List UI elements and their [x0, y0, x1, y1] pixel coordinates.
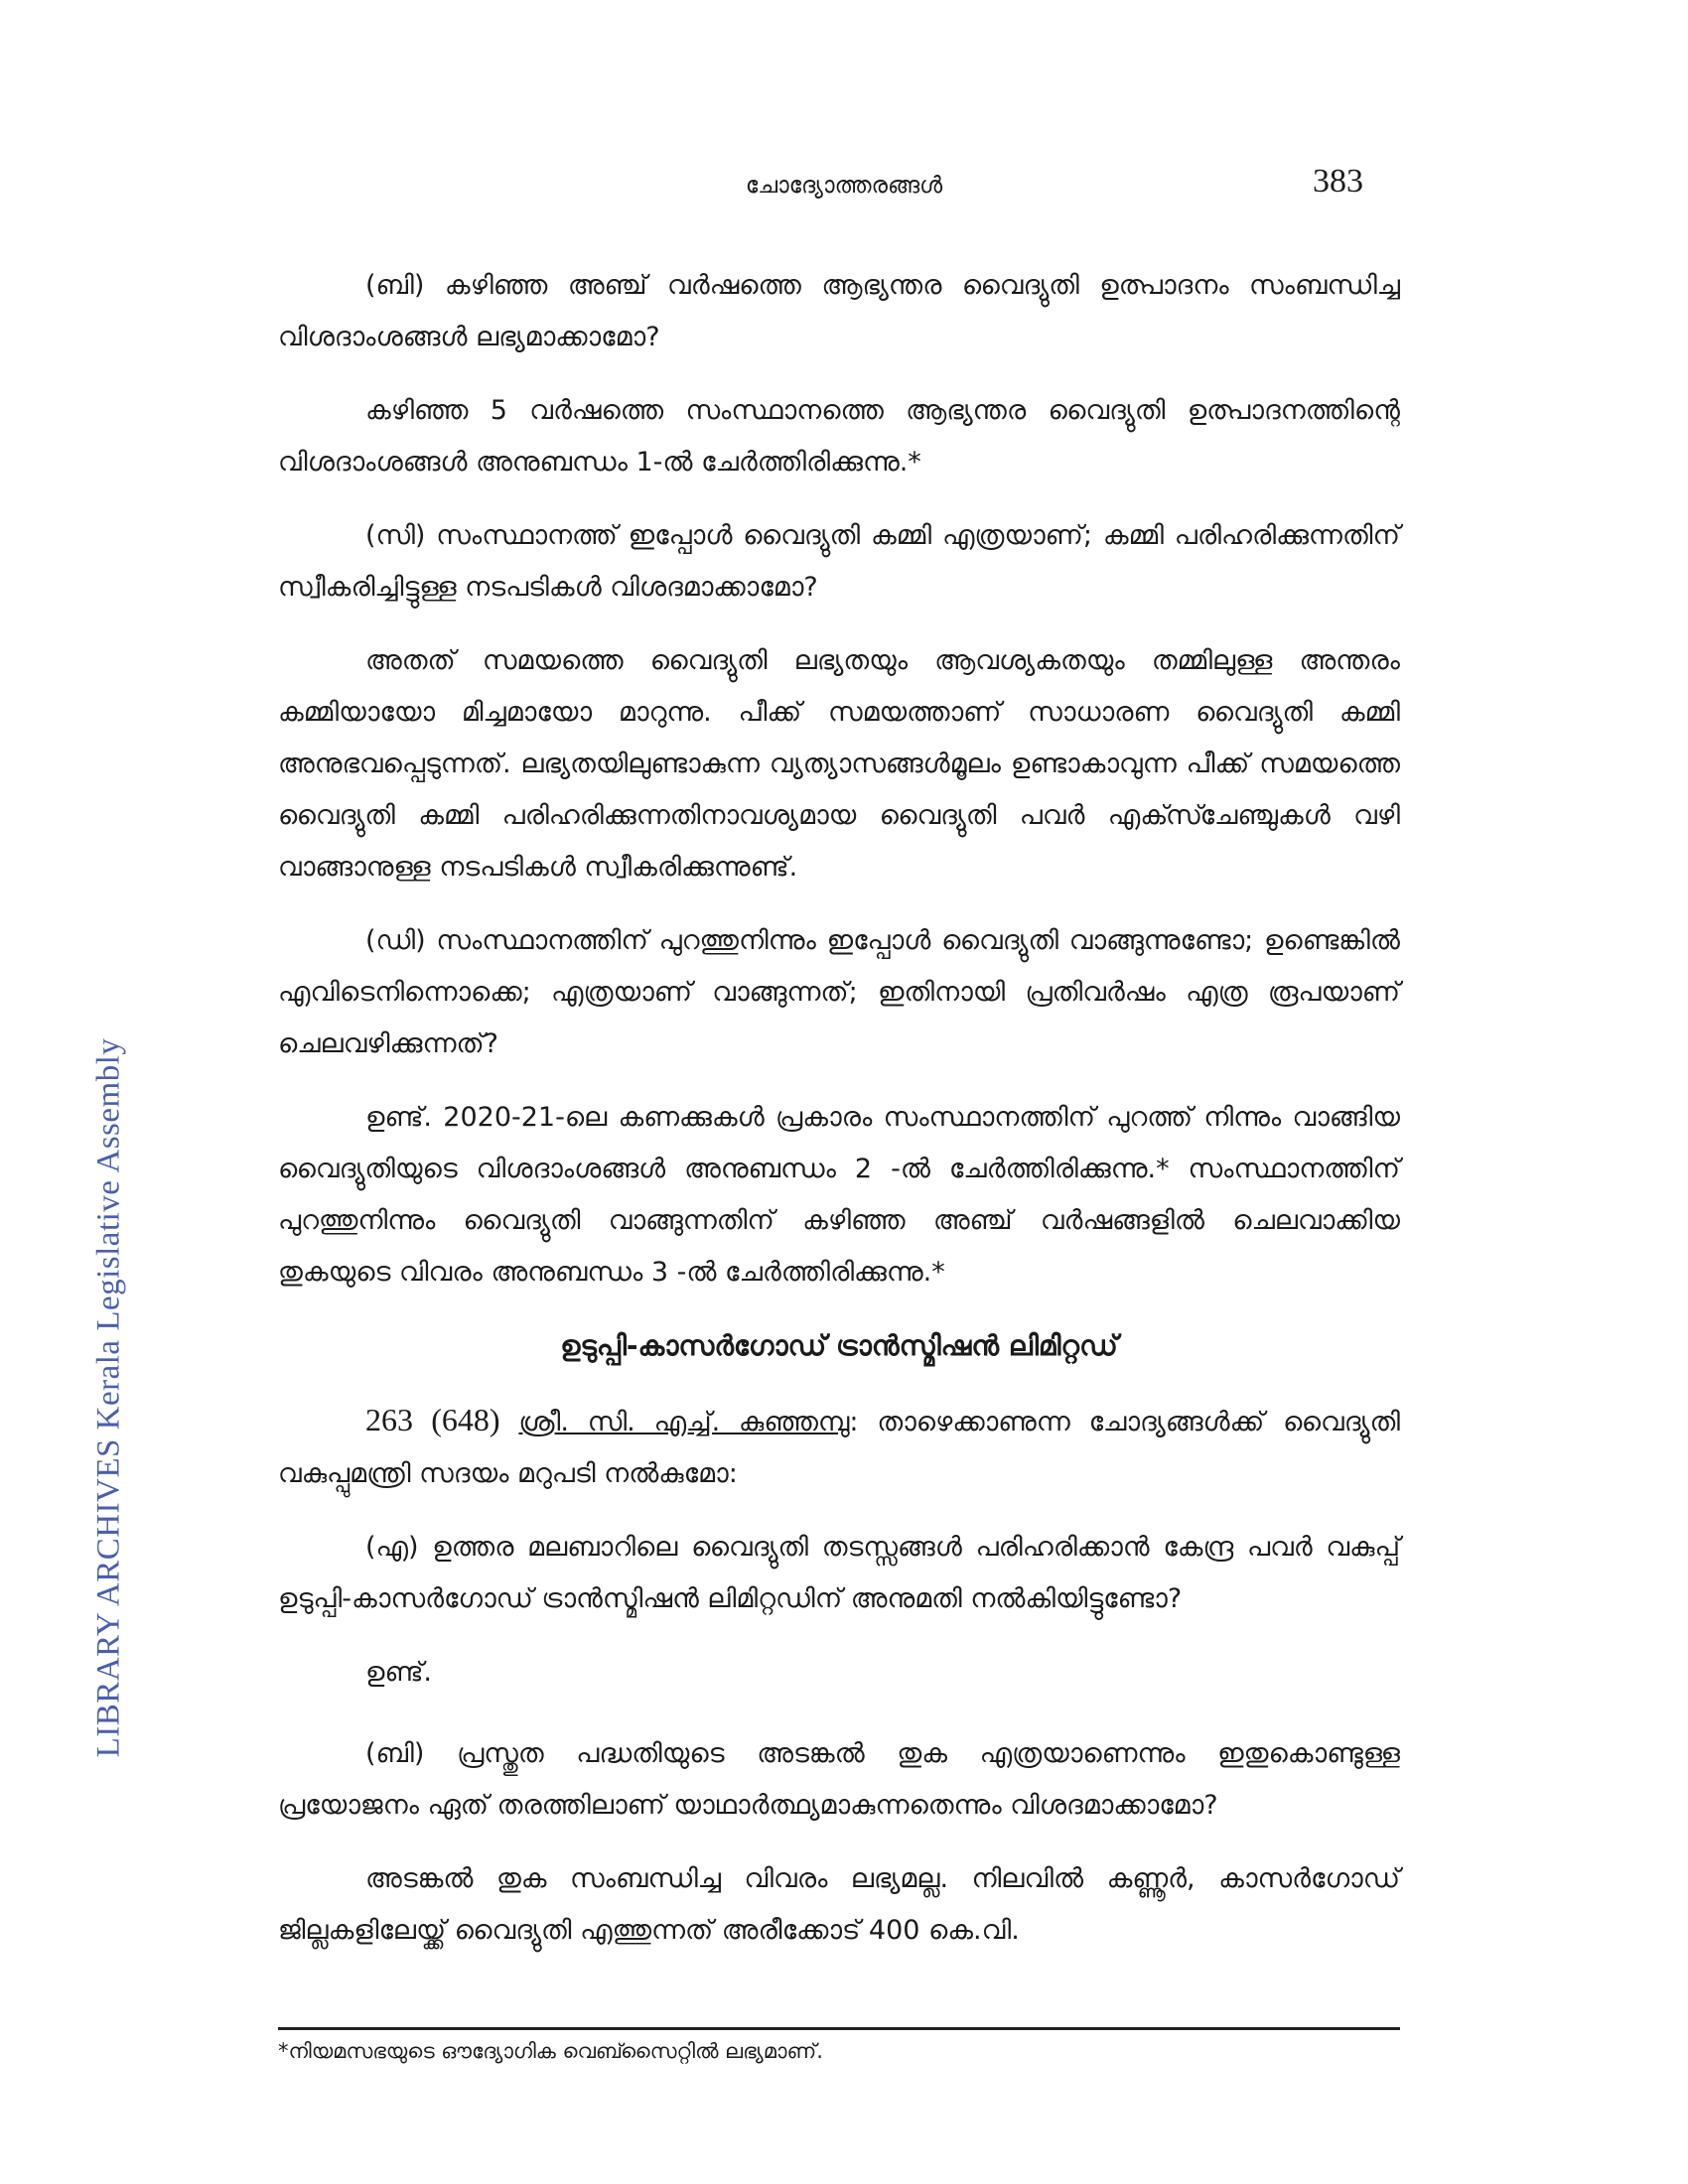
question-number: 263 (648) — [365, 1402, 500, 1437]
question-a-paragraph: (എ) ഉത്തര മലബാറിലെ വൈദ്യുതി തടസ്സങ്ങൾ പരിഹരിക്കാൻ കേന്ദ്ര പവർ വകുപ്പ് ഉടുപ്പി-കാസർഗോഡ് ട്രാൻസ്മിഷൻ ലിമിറ്റഡിന് അനുമതി നൽകിയിട്ടുണ്ടോ? — [278, 1532, 1400, 1614]
question-b2-paragraph: (ബി) പ്രസ്തുത പദ്ധതിയുടെ അടങ്കൽ തുക എത്രയാണെന്നും ഇതുകൊണ്ടുള്ള പ്രയോജനം ഏത് തരത്തിലാണ് യാഥാർത്ഥ്യമാകുന്നതെന്നും വിശദമാക്കാമോ? — [278, 1738, 1400, 1821]
question-b-paragraph: (ബി) കഴിഞ്ഞ അഞ്ച് വർഷത്തെ ആഭ്യന്തര വൈദ്യുതി ഉത്പാദനം സംബന്ധിച്ച വിശദാംശങ്ങൾ ലഭ്യമാക്കാമോ? — [278, 270, 1400, 352]
page-header-title: ചോദ്യോത്തരങ്ങൾ — [745, 173, 943, 199]
question-intro-paragraph — [278, 1394, 1400, 1500]
archive-watermark: LIBRARY ARCHIVES Kerala Legislative Assembly — [90, 1037, 127, 1758]
section-heading: ഉടുപ്പി-കാസർഗോഡ് ട്രാൻസ്മിഷൻ ലിമിറ്റഡ് — [560, 1329, 1118, 1362]
answer-c-paragraph: അതത് സമയത്തെ വൈദ്യുതി ലഭ്യതയും ആവശ്യകതയും തമ്മിലുള്ള അന്തരം കമ്മിയായോ മിച്ചമായോ മാറുന്നു. പീക്ക് സമയത്താണ് സാധാരണ വൈദ്യുതി കമ്മി അനുഭവപ്പെടുന്നത്. ലഭ്യതയിലുണ്ടാകുന്ന വ്യത്യാസങ്ങൾമൂലം ഉണ്ടാകാവുന്ന പീക്ക് സമയത്തെ വൈദ്യുതി കമ്മി പരിഹരിക്കുന്നതിനാവശ്യമായ വൈദ്യുതി പവർ എക്സ്ചേഞ്ചുകൾ വഴി വാങ്ങാനുള്ള നടപടികൾ സ്വീകരിക്കുന്നുണ്ട്. — [278, 645, 1400, 883]
footnote: *നിയമസഭയുടെ ഔദ്യോഗിക വെബ്സൈറ്റിൽ ലഭ്യമാണ്. — [278, 2039, 823, 2063]
question-c-paragraph: (സി) സംസ്ഥാനത്ത് ഇപ്പോൾ വൈദ്യുതി കമ്മി എത്രയാണ്; കമ്മി പരിഹരിക്കുന്നതിന് സ്വീകരിച്ചിട്ടുള്ള നടപടികൾ വിശദമാക്കാമോ? — [278, 520, 1400, 603]
answer-b2-paragraph: അടങ്കൽ തുക സംബന്ധിച്ച വിവരം ലഭ്യമല്ല. നിലവിൽ കണ്ണൂർ, കാസർഗോഡ് ജില്ലകളിലേയ്ക്ക് വൈദ്യുതി എത്തുന്നത് അരീക്കോട് 400 കെ.വി. — [278, 1863, 1400, 1946]
answer-a-paragraph: ഉണ്ട്. — [365, 1657, 433, 1688]
footnote-divider — [278, 2027, 1400, 2030]
answer-b-paragraph: കഴിഞ്ഞ 5 വർഷത്തെ സംസ്ഥാനത്തെ ആഭ്യന്തര വൈദ്യുതി ഉത്പാദനത്തിന്റെ വിശദാംശങ്ങൾ അനുബന്ധം 1-ൽ ചേർത്തിരിക്കുന്നു.* — [278, 395, 1400, 478]
page-number: 383 — [1313, 163, 1363, 200]
question-intro-text: : താഴെക്കാണുന്ന ചോദ്യങ്ങൾക്ക് വൈദ്യുതി വകുപ്പുമന്ത്രി സദയം മറുപടി നൽകുമോ: — [278, 1407, 1400, 1489]
answer-d-paragraph: ഉണ്ട്. 2020-21-ലെ കണക്കുകൾ പ്രകാരം സംസ്ഥാനത്തിന് പുറത്ത് നിന്നും വാങ്ങിയ വൈദ്യുതിയുടെ വിശദാംശങ്ങൾ അനുബന്ധം 2 -ൽ ചേർത്തിരിക്കുന്നു.* സംസ്ഥാനത്തിന് പുറത്തുനിന്നും വൈദ്യുതി വാങ്ങുന്നതിന് കഴിഞ്ഞ അഞ്ച് വർഷങ്ങളിൽ ചെലവാക്കിയ തുകയുടെ വിവരം അനുബന്ധം 3 -ൽ ചേർത്തിരിക്കുന്നു.* — [278, 1102, 1400, 1288]
question-d-paragraph: (ഡി) സംസ്ഥാനത്തിന് പുറത്തുനിന്നും ഇപ്പോൾ വൈദ്യുതി വാങ്ങുന്നുണ്ടോ; ഉണ്ടെങ്കിൽ എവിടെനിന്നൊക്കെ; എത്രയാണ് വാങ്ങുന്നത്; ഇതിനായി പ്രതിവർഷം എത്ര രൂപയാണ് ചെലവഴിക്കുന്നത്? — [278, 925, 1400, 1059]
page-body — [278, 260, 1400, 1979]
member-name: ശ്രീ. സി. എച്ച്. കുഞ്ഞമ്പു — [518, 1407, 850, 1437]
